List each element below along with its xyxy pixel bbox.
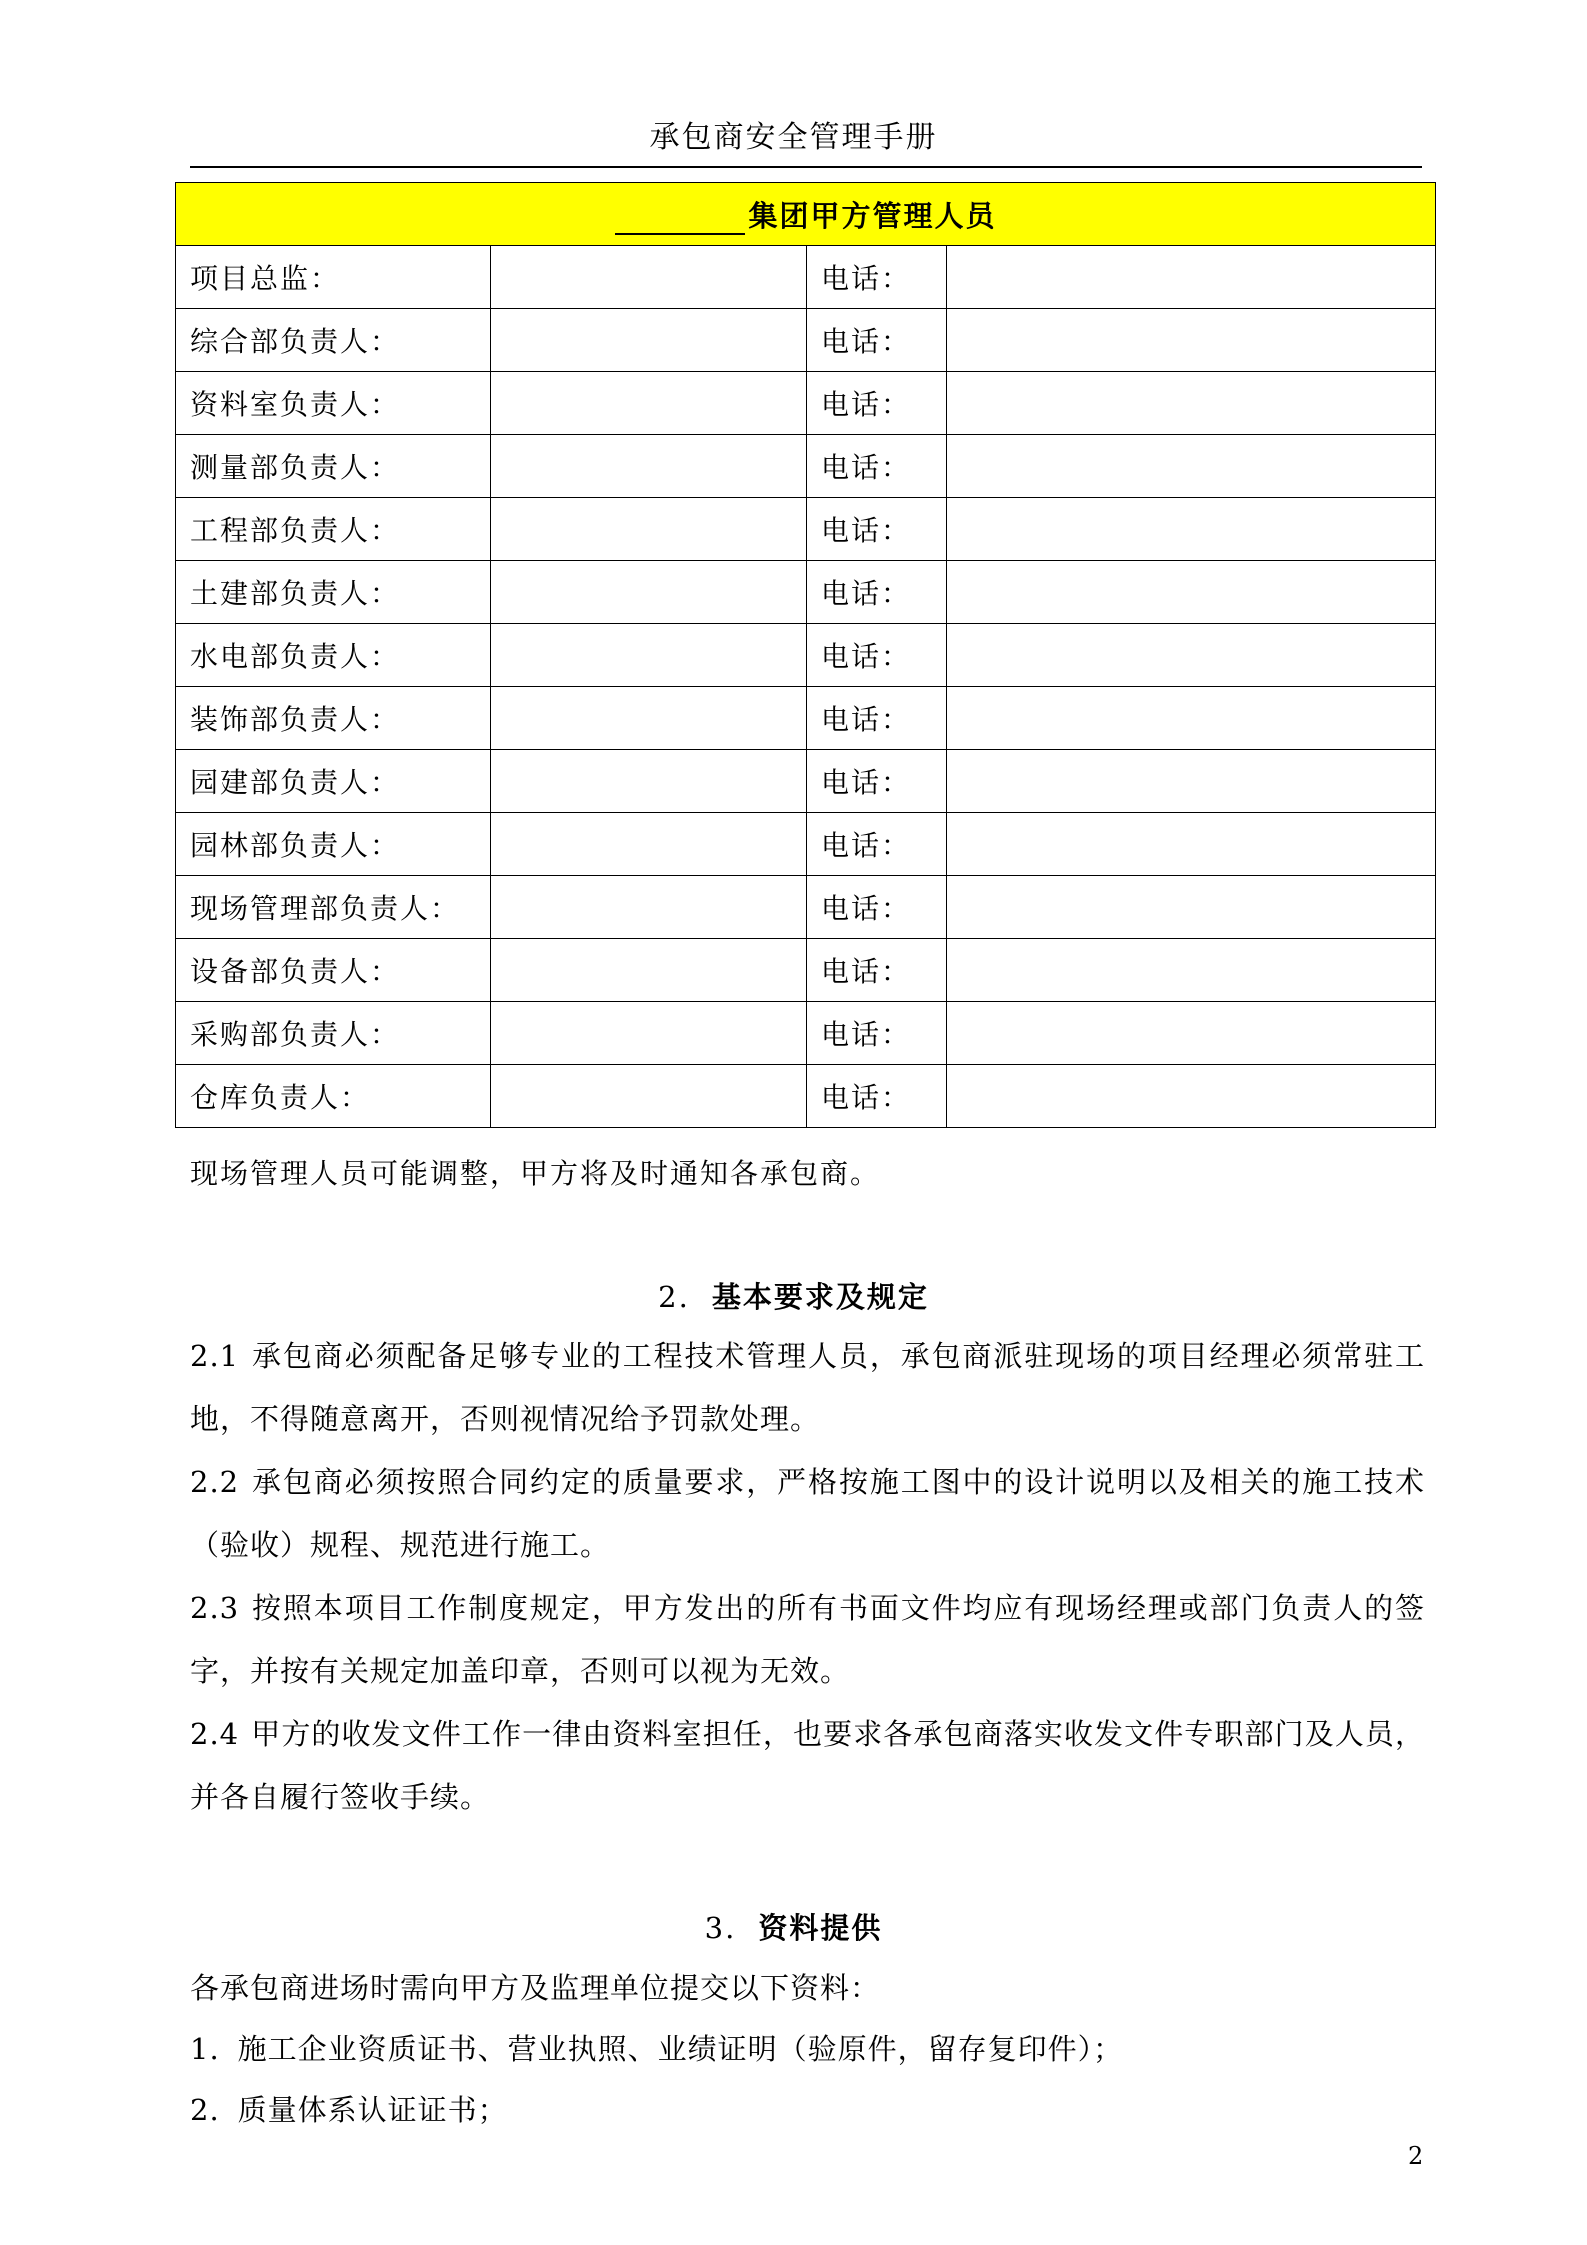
phone-entry-cell[interactable]	[947, 1065, 1436, 1128]
table-row	[176, 876, 1436, 939]
phone-entry-cell[interactable]	[947, 561, 1436, 624]
name-entry-cell[interactable]	[491, 246, 807, 309]
list-item	[190, 2027, 1123, 2068]
list-item-number: 2.	[190, 2093, 220, 2127]
phone-entry-cell[interactable]	[947, 750, 1436, 813]
table-row	[176, 246, 1436, 309]
name-entry-cell[interactable]	[491, 624, 807, 687]
role-label-cell: 园建部负责人：	[176, 750, 491, 813]
paragraph-text: 甲方的收发文件工作一律由资料室担任，也要求各承包商落实收发文件专职部门及人员，并各自履行签收手续。	[190, 1717, 1425, 1814]
role-label-cell: 园林部负责人：	[176, 813, 491, 876]
section-2-heading	[0, 1275, 1587, 1316]
name-entry-cell[interactable]	[491, 939, 807, 1002]
table-row	[176, 309, 1436, 372]
paragraph-number: 2.4	[190, 1717, 240, 1751]
phone-label-cell: 电话：	[807, 1002, 947, 1065]
table-row	[176, 624, 1436, 687]
table-row	[176, 498, 1436, 561]
name-entry-cell[interactable]	[491, 498, 807, 561]
role-label-cell: 设备部负责人：	[176, 939, 491, 1002]
phone-entry-cell[interactable]	[947, 876, 1436, 939]
table-row	[176, 1002, 1436, 1065]
section-2-number: 2.	[658, 1280, 690, 1314]
role-label-cell: 现场管理部负责人：	[176, 876, 491, 939]
paragraph-text: 承包商必须按照合同约定的质量要求，严格按施工图中的设计说明以及相关的施工技术（验收）规程、规范进行施工。	[190, 1465, 1425, 1562]
table-row	[176, 813, 1436, 876]
phone-entry-cell[interactable]	[947, 813, 1436, 876]
page-number: 2	[1408, 2142, 1424, 2170]
phone-label-cell: 电话：	[807, 309, 947, 372]
table-title-row	[176, 183, 1436, 246]
paragraph-number: 2.2	[190, 1465, 240, 1499]
phone-entry-cell[interactable]	[947, 372, 1436, 435]
phone-entry-cell[interactable]	[947, 435, 1436, 498]
paragraph-2-3	[190, 1577, 1425, 1703]
role-label-cell: 装饰部负责人：	[176, 687, 491, 750]
phone-entry-cell[interactable]	[947, 309, 1436, 372]
name-entry-cell[interactable]	[491, 435, 807, 498]
role-label-cell: 土建部负责人：	[176, 561, 491, 624]
header-divider	[190, 166, 1422, 168]
list-item-text: 施工企业资质证书、营业执照、业绩证明（验原件，留存复印件）；	[237, 2032, 1124, 2066]
section-2-title: 基本要求及规定	[711, 1280, 929, 1314]
table-row	[176, 435, 1436, 498]
role-label-cell: 采购部负责人：	[176, 1002, 491, 1065]
table-row	[176, 750, 1436, 813]
role-label-cell: 项目总监：	[176, 246, 491, 309]
name-entry-cell[interactable]	[491, 561, 807, 624]
management-contacts-table	[175, 182, 1436, 1128]
paragraph-text: 承包商必须配备足够专业的工程技术管理人员，承包商派驻现场的项目经理必须常驻工地，不得随意离开，否则视情况给予罚款处理。	[190, 1339, 1425, 1436]
role-label-cell: 测量部负责人：	[176, 435, 491, 498]
phone-label-cell: 电话：	[807, 498, 947, 561]
phone-label-cell: 电话：	[807, 624, 947, 687]
phone-label-cell: 电话：	[807, 1065, 947, 1128]
phone-entry-cell[interactable]	[947, 624, 1436, 687]
paragraph-2-1	[190, 1325, 1425, 1451]
phone-label-cell: 电话：	[807, 435, 947, 498]
paragraph-2-2	[190, 1451, 1425, 1577]
section-3-title: 资料提供	[758, 1911, 883, 1945]
table-row	[176, 1065, 1436, 1128]
phone-entry-cell[interactable]	[947, 939, 1436, 1002]
table-row	[176, 939, 1436, 1002]
role-label-cell: 综合部负责人：	[176, 309, 491, 372]
name-entry-cell[interactable]	[491, 309, 807, 372]
staff-change-note: 现场管理人员可能调整，甲方将及时通知各承包商。	[190, 1157, 881, 1190]
phone-label-cell: 电话：	[807, 813, 947, 876]
table-row	[176, 372, 1436, 435]
name-entry-cell[interactable]	[491, 750, 807, 813]
phone-entry-cell[interactable]	[947, 246, 1436, 309]
name-entry-cell[interactable]	[491, 876, 807, 939]
phone-entry-cell[interactable]	[947, 1002, 1436, 1065]
phone-label-cell: 电话：	[807, 372, 947, 435]
section-3-number: 3.	[704, 1911, 737, 1945]
name-entry-cell[interactable]	[491, 1002, 807, 1065]
table-row	[176, 561, 1436, 624]
phone-label-cell: 电话：	[807, 246, 947, 309]
name-entry-cell[interactable]	[491, 372, 807, 435]
table-title-cell	[176, 183, 1436, 246]
name-entry-cell[interactable]	[491, 1065, 807, 1128]
section-3-intro: 各承包商进场时需向甲方及监理单位提交以下资料：	[190, 1971, 881, 2005]
name-entry-cell[interactable]	[491, 687, 807, 750]
phone-label-cell: 电话：	[807, 561, 947, 624]
paragraph-text: 按照本项目工作制度规定，甲方发出的所有书面文件均应有现场经理或部门负责人的签字，并按有关规定加盖印章，否则可以视为无效。	[190, 1591, 1425, 1688]
role-label-cell: 资料室负责人：	[176, 372, 491, 435]
phone-label-cell: 电话：	[807, 750, 947, 813]
phone-label-cell: 电话：	[807, 876, 947, 939]
phone-label-cell: 电话：	[807, 687, 947, 750]
role-label-cell: 仓库负责人：	[176, 1065, 491, 1128]
phone-entry-cell[interactable]	[947, 498, 1436, 561]
paragraph-number: 2.1	[190, 1339, 240, 1373]
phone-label-cell: 电话：	[807, 939, 947, 1002]
list-item-text: 质量体系认证证书；	[237, 2093, 508, 2127]
list-item-number: 1.	[190, 2032, 220, 2066]
page-header-title: 承包商安全管理手册	[649, 120, 938, 155]
paragraph-number: 2.3	[190, 1591, 240, 1625]
list-item	[190, 2088, 508, 2129]
phone-entry-cell[interactable]	[947, 687, 1436, 750]
role-label-cell: 工程部负责人：	[176, 498, 491, 561]
group-name-blank[interactable]	[615, 207, 745, 235]
paragraph-2-4	[190, 1703, 1425, 1829]
table-title: 集团甲方管理人员	[748, 198, 997, 233]
name-entry-cell[interactable]	[491, 813, 807, 876]
table-row	[176, 687, 1436, 750]
role-label-cell: 水电部负责人：	[176, 624, 491, 687]
section-3-heading	[0, 1906, 1587, 1947]
